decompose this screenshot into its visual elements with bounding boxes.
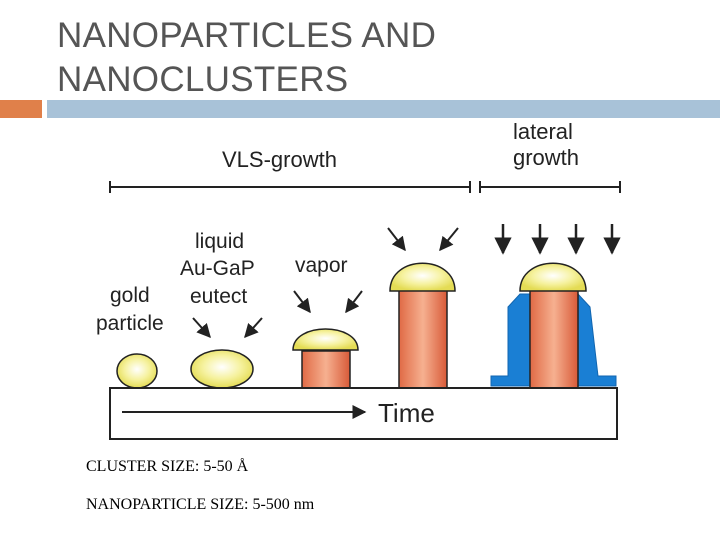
title-line-2: NANOCLUSTERS — [57, 60, 349, 99]
liquid-label-3: eutect — [190, 285, 248, 308]
liquid-label-1: liquid — [195, 230, 245, 253]
vapor-arrow — [388, 228, 405, 250]
droplet-on-shelled-wire — [520, 263, 586, 291]
droplet-on-short-wire — [293, 329, 358, 350]
shelled-nanowire — [530, 290, 578, 388]
droplet-on-tall-wire — [390, 263, 455, 291]
vapor-arrow — [294, 291, 310, 312]
vapor-arrow — [245, 318, 262, 337]
gold-particle — [117, 354, 157, 388]
nanoparticle-size-text: NANOPARTICLE SIZE: 5-500 nm — [86, 496, 315, 513]
vapor-label: vapor — [295, 254, 348, 277]
vapor-arrow — [193, 318, 210, 337]
lateral-growth-label-1: lateral — [513, 119, 573, 144]
vls-span-bracket — [110, 181, 470, 193]
liquid-label-2: Au-GaP — [180, 257, 255, 280]
title-line-1: NANOPARTICLES AND — [57, 16, 437, 55]
gold-label-1: gold — [110, 284, 150, 307]
substrate — [110, 388, 617, 439]
cluster-size-text: CLUSTER SIZE: 5-50 Å — [86, 458, 249, 475]
vls-growth-label: VLS-growth — [222, 147, 337, 172]
lateral-growth-label-2: growth — [513, 145, 580, 170]
vapor-arrow — [440, 228, 458, 250]
short-nanowire — [302, 351, 350, 388]
tall-nanowire — [399, 290, 447, 388]
lateral-arrows — [503, 224, 612, 253]
time-label: Time — [378, 398, 435, 428]
gold-label-2: particle — [96, 312, 164, 335]
vapor-arrow — [346, 291, 362, 312]
lateral-span-bracket — [480, 181, 620, 193]
liquid-droplet — [191, 350, 253, 388]
